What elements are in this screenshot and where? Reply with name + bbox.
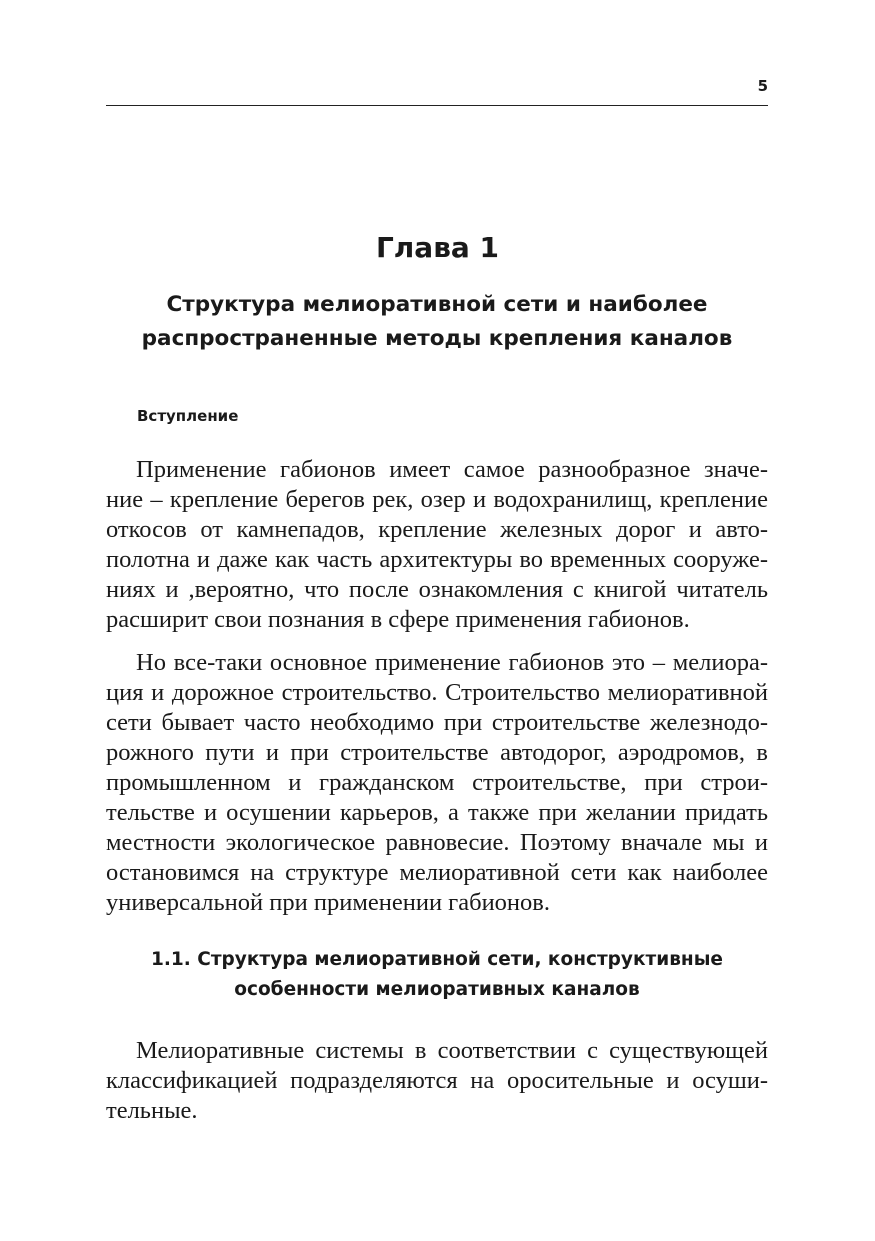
text-line: тельные. — [106, 1097, 198, 1124]
intro-paragraph-2 — [106, 648, 768, 918]
text-line: полотна и даже как часть архитектуры во временных сооруже- — [106, 546, 768, 573]
text-line: ниях и ,вероятно, что после ознакомления с книгой читатель — [106, 576, 768, 603]
text-line: местности экологическое равновесие. Поэтому вначале мы и — [106, 829, 768, 856]
text-line: универсальной при применении габионов. — [106, 889, 550, 916]
text-line: сети бывает часто необходимо при строительстве железнодо- — [106, 709, 768, 736]
text-line: Но все-таки основное применение габионов это – мелиора- — [136, 649, 768, 676]
text-line: промышленном и гражданском строительстве, при строи- — [106, 769, 768, 796]
page-number: 5 — [757, 77, 768, 95]
section-heading-line: особенности мелиоративных каналов — [234, 979, 640, 1000]
text-line: ние – крепление берегов рек, озер и водохранилищ, крепление — [106, 486, 768, 513]
text-line: Мелиоративные системы в соответствии с существующей — [136, 1037, 768, 1064]
text-line: расширит свои познания в сфере применения габионов. — [106, 606, 690, 633]
chapter-title — [106, 288, 768, 356]
chapter-title-line: Структура мелиоративной сети и наиболее — [166, 292, 708, 317]
text-line: остановимся на структуре мелиоративной сети как наиболее — [106, 859, 768, 886]
intro-paragraph-1 — [106, 455, 768, 635]
section-heading — [106, 945, 768, 1005]
intro-heading: Вступление — [137, 407, 239, 425]
text-line: классификацией подразделяются на оросительные и осуши- — [106, 1067, 768, 1094]
chapter-label: Глава 1 — [375, 231, 500, 264]
chapter-title-line: распространенные методы крепления каналов — [141, 326, 733, 351]
header-rule — [106, 105, 768, 106]
section-paragraph-1 — [106, 1036, 768, 1126]
text-line: откосов от камнепадов, крепление железных дорог и авто- — [106, 516, 768, 543]
text-line: Применение габионов имеет самое разнообразное значе- — [136, 456, 768, 483]
section-heading-line: 1.1. Структура мелиоративной сети, конструктивные — [151, 949, 723, 970]
text-line: ция и дорожное строительство. Строительство мелиоративной — [106, 679, 768, 706]
text-line: рожного пути и при строительстве автодорог, аэродромов, в — [106, 739, 768, 766]
text-line: тельстве и осушении карьеров, а также при желании придать — [106, 799, 768, 826]
